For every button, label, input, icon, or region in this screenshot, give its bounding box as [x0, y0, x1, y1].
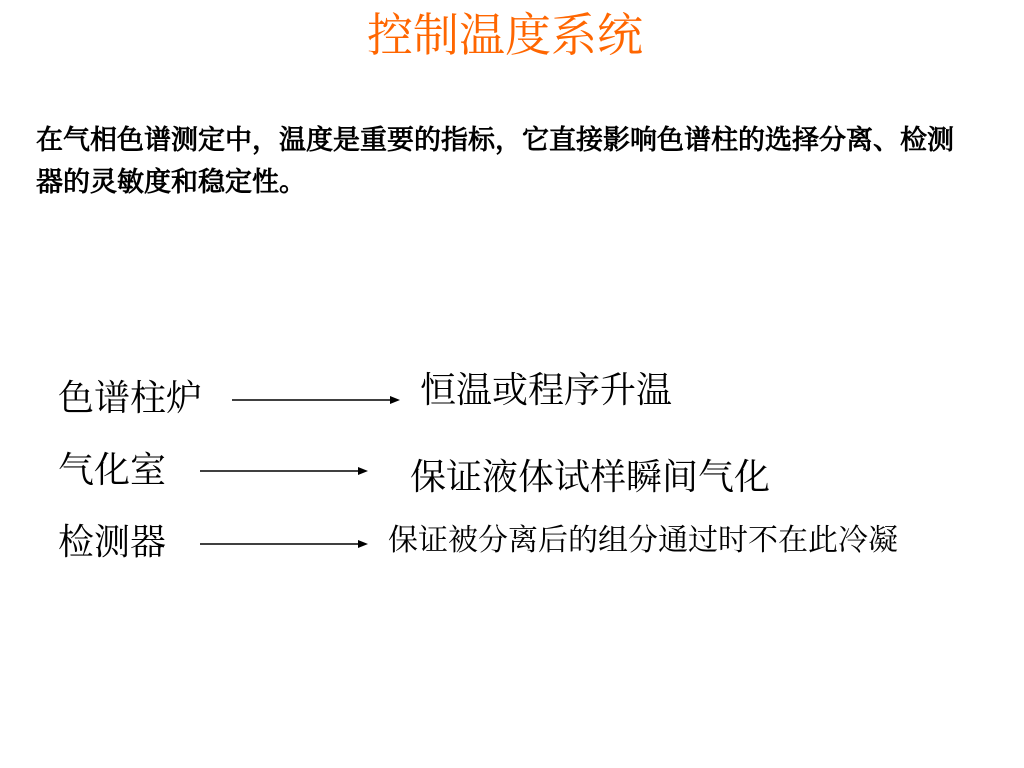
row-label-detector: 检测器: [58, 522, 167, 563]
row-desc-detector: 保证被分离后的组分通过时不在此冷凝: [388, 523, 898, 558]
row-desc-vaporizer: 保证液体试样瞬间气化: [410, 457, 771, 498]
row-label-vaporizer: 气化室: [58, 450, 167, 491]
row-desc-column-oven: 恒温或程序升温: [420, 370, 673, 411]
arrow-right-icon: [232, 392, 402, 408]
row-label-column-oven: 色谱柱炉: [58, 378, 203, 419]
intro-paragraph: 在气相色谱测定中，温度是重要的指标，它直接影响色谱柱的选择分离、检测器的灵敏度和稳定性。: [36, 125, 954, 198]
arrow-right-icon: [200, 536, 370, 552]
arrow-right-icon: [200, 463, 370, 479]
page-title: 控制温度系统: [367, 8, 643, 62]
